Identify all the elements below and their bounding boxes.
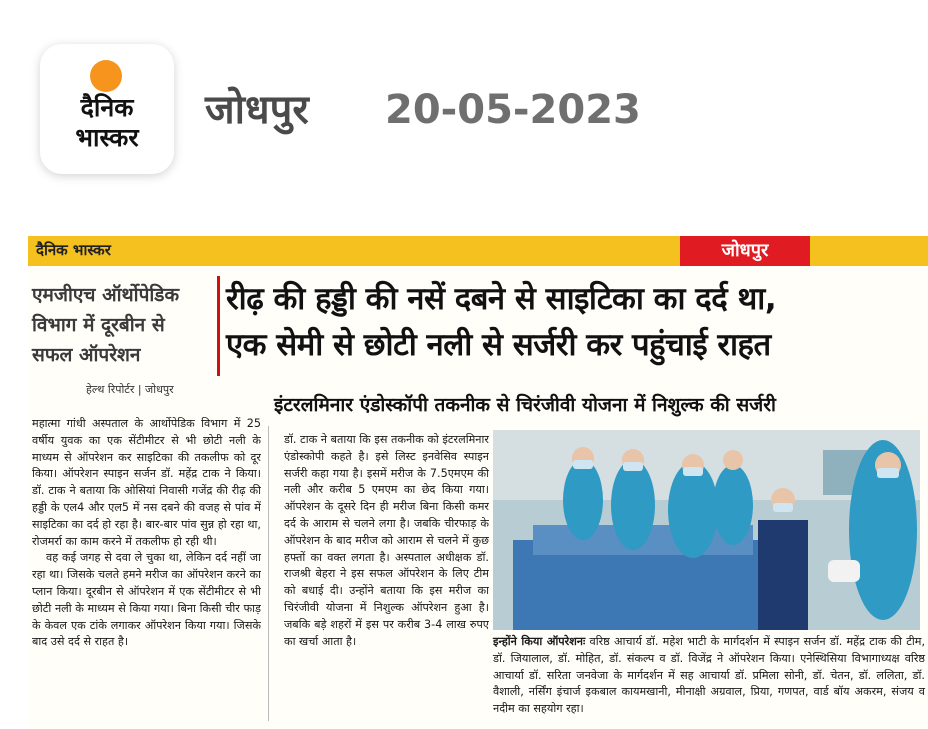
strip-city-badge: जोधपुर: [680, 236, 810, 266]
logo-text-line2: भास्कर: [75, 123, 139, 152]
photo-caption: [493, 634, 925, 718]
article-column-2: [284, 432, 489, 722]
side-headline: एमजीएच ऑर्थोपेडिक विभाग में दूरबीन से सफल ऑपरेशन: [32, 284, 180, 366]
masthead-strip: [28, 236, 928, 266]
operation-team-photo: [493, 430, 920, 630]
headline-line1: रीढ़ की हड्डी की नसें दबने से साइटिका का दर्द था,: [226, 281, 777, 317]
headline-line2: एक सेमी से छोटी नली से सर्जरी कर पहुंचाई राहत: [226, 327, 771, 363]
header-bar: [0, 0, 928, 232]
subheadline: इंटरलमिनार एंडोस्कॉपी तकनीक से चिरंजीवी योजना में निशुल्क की सर्जरी: [274, 394, 776, 416]
dainik-bhaskar-logo: [40, 44, 174, 174]
caption-text: वरिष्ठ आचार्य डॉ. महेश भाटी के मार्गदर्शन में स्पाइन सर्जन डॉ. महेंद्र टाक की टीम, डॉ. जियालाल, डॉ. मोहित, डॉ. संकल्प व डॉ. विजेंद्र ने ऑपरेशन किया। एनेस्थिसिया विभागाध्यक्ष वरिष्ठ आचार्या डॉ. सरिता जनवेजा के मार्गदर्शन में सह आचार्या डॉ. प्रमिला सोनी, डॉ. चेतन, डॉ. ललिता, डॉ. वैशाली, नर्सिंग इंचार्ज इकबाल कायमखानी, मीनाक्षी अग्रवाल, प्रिया, गणपत, वार्ड बॉय अकरम, संजय व नदीम का सहयोग रहा।: [493, 635, 925, 716]
edition-city: जोधपुर: [205, 87, 309, 133]
headline-divider: [217, 276, 220, 376]
article-column-1: [32, 416, 261, 721]
newspaper-clipping: [28, 236, 928, 729]
caption-lead: इन्होंने किया ऑपरेशनः: [493, 635, 586, 648]
byline: हेल्थ रिपोर्टर | जोधपुर: [86, 383, 174, 396]
edition-date: 20-05-2023: [385, 87, 641, 133]
column2-paragraph: डॉ. टाक ने बताया कि इस तकनीक को इंटरलमिनार एंडोस्कोपी कहते है। इसे लिस्ट इनवेसिव स्पाइन सर्जरी कहा गया है। इसमें मरीज के 7.5एमएम की नली और करीब 5 एमएम का छेद किया गया। ऑपरेशन के दूसरे दिन ही मरीज बिना किसी कमर दर्द के आराम से चलने लगा है। जबकि चीरफाड़ के ऑपरेशन के बाद मरीज को आराम से चलने में कुछ हफ्तों का वक्त लगता है। अस्पताल अधीक्षक डॉ. राजश्री बेहरा ने इस सफल ऑपरेशन के लिए टीम को बधाई दी। उन्होंने बताया कि इस मरीज का चिरंजीवी योजना में निशुल्क ऑपरेशन हुआ है। जबकि बड़े शहरों में इस पर करीब 3-4 लाख रुपए का खर्चा आता है।: [284, 433, 489, 648]
logo-text-line1: दैनिक: [80, 93, 134, 122]
column-divider: [268, 426, 269, 721]
column1-paragraph2: वह कई जगह से दवा ले चुका था, लेकिन दर्द नहीं जा रहा था। जिसके चलते हमने मरीज का ऑपरेशन करने का प्लान किया। दूरबीन से ऑपरेशन में एक सेंटीमीटर से भी छोटी नली के माध्यम से किया गया। बिना किसी चीर फाड़ के केवल एक टांके लगाकर ऑपरेशन किया गया। जिसके बाद उसे दर्द से राहत है।: [32, 551, 261, 649]
main-headline: [226, 276, 928, 368]
strip-brand: दैनिक भास्कर: [36, 241, 111, 259]
operation-room-illustration: [493, 430, 920, 630]
column1-paragraph1: महात्मा गांधी अस्पताल के आर्थोपेडिक विभाग में 25 वर्षीय युवक का एक सेंटीमीटर से भी छोटी नली के माध्यम से ऑपरेशन कर साइटिका की तकलीफ को दूर किया। ऑपरेशन स्पाइन सर्जन डॉ. महेंद्र टाक ने किया। डॉ. टाक ने बताया कि ओसियां निवासी गजेंद्र की रीढ़ की हड्डी के एल4 और एल5 में नस दबने की वजह से पांव में साइटिका का दर्द हो रहा है। बार-बार पांव सुन्न हो रहा था, रोजमर्रा का काम करने में तकलीफ हो रही थी।: [32, 417, 261, 548]
sun-icon: [90, 60, 122, 92]
